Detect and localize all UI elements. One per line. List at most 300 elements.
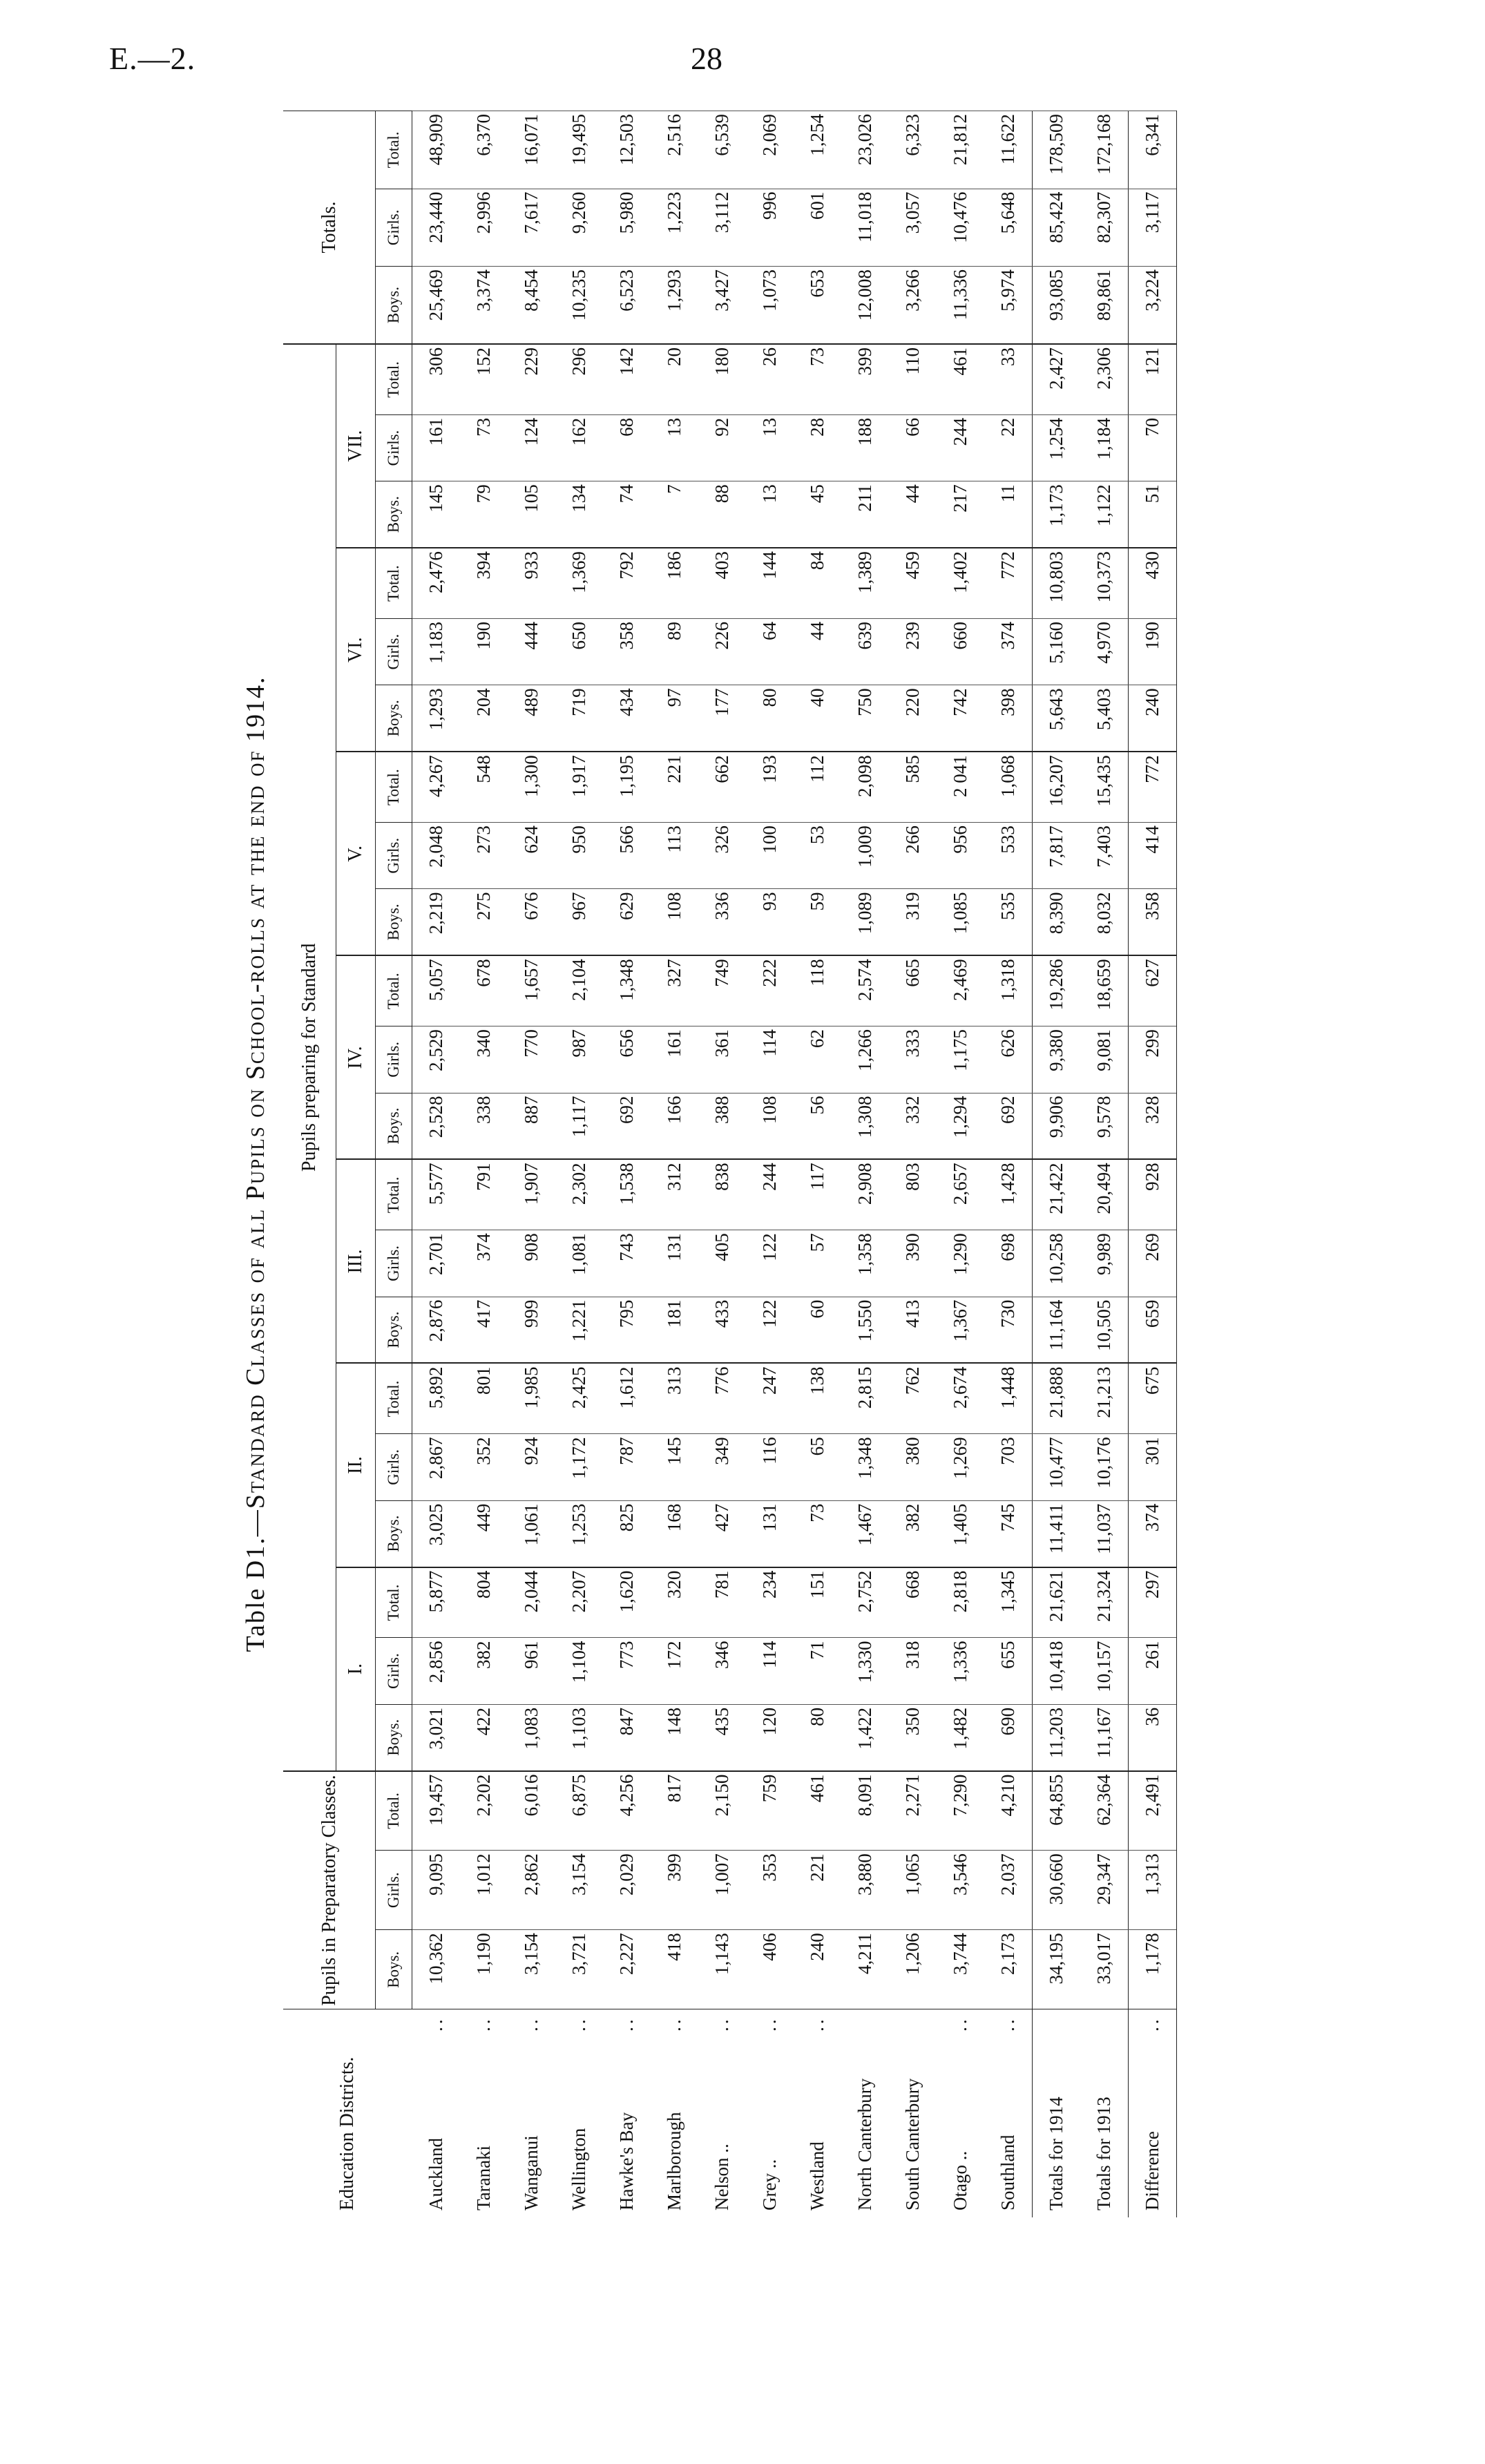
district-name-cell: [460, 2009, 508, 2217]
value-cell: 566: [603, 823, 651, 889]
value-cell: 10,505: [1080, 1297, 1129, 1363]
value-cell: 7,290: [937, 1771, 984, 1851]
value-cell: 650: [555, 618, 603, 685]
value-cell: 1,389: [841, 548, 889, 618]
district-name-cell: [984, 2009, 1033, 2217]
value-cell: 332: [889, 1093, 937, 1159]
value-cell: 8,454: [508, 267, 555, 344]
value-cell: 660: [937, 618, 984, 685]
table-row: [651, 111, 698, 2218]
districts-header: Education Districts.: [283, 2009, 412, 2217]
rotated-table-block: [235, 111, 1236, 2217]
value-cell: 6,323: [889, 111, 937, 189]
value-cell: 743: [603, 1230, 651, 1297]
leader-dots: ..: [807, 2016, 827, 2032]
value-cell: 59: [794, 889, 841, 955]
value-cell: 933: [508, 548, 555, 618]
value-cell: 624: [508, 823, 555, 889]
value-cell: 172: [651, 1638, 698, 1704]
girls-header: Girls.: [376, 1851, 412, 1930]
value-cell: 217: [937, 481, 984, 548]
value-cell: 1,402: [937, 548, 984, 618]
value-cell: 114: [746, 1026, 794, 1093]
value-cell: 93,085: [1033, 267, 1081, 344]
district-name: Grey ..: [759, 2159, 780, 2210]
value-cell: 3,266: [889, 267, 937, 344]
value-cell: 422: [460, 1704, 508, 1770]
value-cell: 1,223: [651, 189, 698, 266]
value-cell: 40: [794, 685, 841, 752]
value-cell: 338: [460, 1093, 508, 1159]
total-header: Total.: [376, 548, 412, 618]
district-name-cell: [794, 2009, 841, 2217]
preparatory-header: Pupils in Preparatory Classes.: [283, 1771, 376, 2009]
value-cell: 211: [841, 481, 889, 548]
value-cell: 459: [889, 548, 937, 618]
value-cell: 18,659: [1080, 955, 1129, 1026]
district-name: Auckland: [425, 2138, 446, 2210]
value-cell: 62,364: [1080, 1771, 1129, 1851]
value-cell: 1,178: [1129, 1930, 1177, 2009]
value-cell: 66: [889, 414, 937, 481]
table-row: [1129, 111, 1177, 2218]
value-cell: 750: [841, 685, 889, 752]
value-cell: 23,026: [841, 111, 889, 189]
value-cell: 240: [1129, 685, 1177, 752]
value-cell: 2,516: [651, 111, 698, 189]
value-cell: 2,752: [841, 1567, 889, 1638]
value-cell: 1,358: [841, 1230, 889, 1297]
value-cell: 240: [794, 1930, 841, 2009]
value-cell: 449: [460, 1500, 508, 1567]
value-cell: 417: [460, 1297, 508, 1363]
value-cell: 374: [1129, 1500, 1177, 1567]
leader-dots: ..: [473, 2016, 494, 2032]
value-cell: 627: [1129, 955, 1177, 1026]
value-cell: 2,207: [555, 1567, 603, 1638]
value-cell: 1,266: [841, 1026, 889, 1093]
value-cell: 678: [460, 955, 508, 1026]
value-cell: 64,855: [1033, 1771, 1081, 1851]
value-cell: 489: [508, 685, 555, 752]
value-cell: 10,803: [1033, 548, 1081, 618]
district-name: Totals for 1913: [1093, 2097, 1114, 2210]
value-cell: 801: [460, 1363, 508, 1433]
value-cell: 1,195: [603, 752, 651, 822]
standard-header: II.: [336, 1363, 376, 1567]
value-cell: 1,422: [841, 1704, 889, 1770]
value-cell: 7,617: [508, 189, 555, 266]
value-cell: 414: [1129, 823, 1177, 889]
value-cell: 3,154: [555, 1851, 603, 1930]
value-cell: 186: [651, 548, 698, 618]
district-name-cell: [841, 2009, 889, 2217]
value-cell: 668: [889, 1567, 937, 1638]
value-cell: 433: [698, 1297, 746, 1363]
value-cell: 162: [555, 414, 603, 481]
value-cell: 73: [794, 1500, 841, 1567]
district-name-cell: [1080, 2009, 1129, 2217]
value-cell: 1,313: [1129, 1851, 1177, 1930]
value-cell: 84: [794, 548, 841, 618]
value-cell: 1,348: [603, 955, 651, 1026]
value-cell: 10,477: [1033, 1434, 1081, 1500]
value-cell: 772: [984, 548, 1033, 618]
value-cell: 6,875: [555, 1771, 603, 1851]
caption-text: Standard Classes of all Pupils on School-rolls at the end of 1914.: [241, 676, 270, 1509]
value-cell: 7,817: [1033, 823, 1081, 889]
value-cell: 13: [746, 414, 794, 481]
value-cell: 399: [841, 344, 889, 414]
district-name: Difference: [1142, 2131, 1162, 2210]
total-header: Total.: [376, 752, 412, 822]
value-cell: 11,018: [841, 189, 889, 266]
value-cell: 3,112: [698, 189, 746, 266]
district-name-cell: [412, 2009, 461, 2217]
boys-header: Boys.: [376, 889, 412, 955]
value-cell: 772: [1129, 752, 1177, 822]
district-name-cell: [508, 2009, 555, 2217]
value-cell: 2,048: [412, 823, 461, 889]
value-cell: 60: [794, 1297, 841, 1363]
value-cell: 89,861: [1080, 267, 1129, 344]
value-cell: 336: [698, 889, 746, 955]
leader-dots: ..: [1142, 2016, 1162, 2032]
district-name: South Canterbury: [902, 2078, 923, 2210]
value-cell: 145: [412, 481, 461, 548]
value-cell: 44: [889, 481, 937, 548]
total-header: Total.: [376, 1567, 412, 1638]
value-cell: 138: [794, 1363, 841, 1433]
leader-dots: ..: [759, 2016, 780, 2032]
value-cell: 11,622: [984, 111, 1033, 189]
value-cell: 142: [603, 344, 651, 414]
standard-header: III.: [336, 1159, 376, 1363]
value-cell: 11,037: [1080, 1500, 1129, 1567]
value-cell: 222: [746, 955, 794, 1026]
table-row: [937, 111, 984, 2218]
value-cell: 266: [889, 823, 937, 889]
value-cell: 1,089: [841, 889, 889, 955]
value-cell: 676: [508, 889, 555, 955]
value-cell: 2 041: [937, 752, 984, 822]
value-cell: 6,341: [1129, 111, 1177, 189]
value-cell: 26: [746, 344, 794, 414]
value-cell: 626: [984, 1026, 1033, 1093]
value-cell: 21,213: [1080, 1363, 1129, 1433]
table-row: [841, 111, 889, 2218]
value-cell: 817: [651, 1771, 698, 1851]
value-cell: 535: [984, 889, 1033, 955]
value-cell: 161: [412, 414, 461, 481]
value-cell: 33: [984, 344, 1033, 414]
value-cell: 247: [746, 1363, 794, 1433]
value-cell: 44: [794, 618, 841, 685]
value-cell: 1,061: [508, 1500, 555, 1567]
value-cell: 1,985: [508, 1363, 555, 1433]
value-cell: 16,207: [1033, 752, 1081, 822]
value-cell: 3,021: [412, 1704, 461, 1770]
value-cell: 358: [603, 618, 651, 685]
value-cell: 3,374: [460, 267, 508, 344]
value-cell: 68: [603, 414, 651, 481]
value-cell: 399: [651, 1851, 698, 1930]
value-cell: 178,509: [1033, 111, 1081, 189]
value-cell: 2,876: [412, 1297, 461, 1363]
value-cell: 781: [698, 1567, 746, 1638]
value-cell: 9,260: [555, 189, 603, 266]
district-name: Otago ..: [950, 2150, 970, 2210]
boys-header: Boys.: [376, 685, 412, 752]
value-cell: 2,044: [508, 1567, 555, 1638]
district-name: Wanganui: [521, 2135, 542, 2210]
girls-header: Girls.: [376, 189, 412, 266]
subheader-row: [376, 111, 412, 2218]
value-cell: 1,012: [460, 1851, 508, 1930]
value-cell: 21,888: [1033, 1363, 1081, 1433]
value-cell: 11,164: [1033, 1297, 1081, 1363]
value-cell: 3,721: [555, 1930, 603, 2009]
value-cell: 2,862: [508, 1851, 555, 1930]
value-cell: 6,370: [460, 111, 508, 189]
value-cell: 825: [603, 1500, 651, 1567]
value-cell: 4,970: [1080, 618, 1129, 685]
standard-header: VI.: [336, 548, 376, 752]
value-cell: 2,674: [937, 1363, 984, 1433]
value-cell: 4,256: [603, 1771, 651, 1851]
district-name-cell: [1129, 2009, 1177, 2217]
total-header: Total.: [376, 111, 412, 189]
value-cell: 662: [698, 752, 746, 822]
value-cell: 320: [651, 1567, 698, 1638]
value-cell: 1,073: [746, 267, 794, 344]
value-cell: 244: [937, 414, 984, 481]
value-cell: 229: [508, 344, 555, 414]
value-cell: 145: [651, 1434, 698, 1500]
value-cell: 655: [984, 1638, 1033, 1704]
value-cell: 7: [651, 481, 698, 548]
girls-header: Girls.: [376, 414, 412, 481]
value-cell: 3,224: [1129, 267, 1177, 344]
value-cell: 45: [794, 481, 841, 548]
value-cell: 11,167: [1080, 1704, 1129, 1770]
value-cell: 1,367: [937, 1297, 984, 1363]
value-cell: 791: [460, 1159, 508, 1230]
value-cell: 226: [698, 618, 746, 685]
value-cell: 692: [984, 1093, 1033, 1159]
value-cell: 2,219: [412, 889, 461, 955]
value-cell: 6,523: [603, 267, 651, 344]
value-cell: 461: [937, 344, 984, 414]
value-cell: 847: [603, 1704, 651, 1770]
standards-header: Pupils preparing for Standard: [283, 344, 336, 1771]
value-cell: 1,104: [555, 1638, 603, 1704]
value-cell: 10,418: [1033, 1638, 1081, 1704]
value-cell: 89: [651, 618, 698, 685]
total-header: Total.: [376, 1363, 412, 1433]
value-cell: 3,154: [508, 1930, 555, 2009]
value-cell: 1,538: [603, 1159, 651, 1230]
value-cell: 2,657: [937, 1159, 984, 1230]
district-name: Wellington: [568, 2128, 589, 2210]
value-cell: 382: [460, 1638, 508, 1704]
value-cell: 398: [984, 685, 1033, 752]
value-cell: 221: [794, 1851, 841, 1930]
value-cell: 1,269: [937, 1434, 984, 1500]
value-cell: 1,318: [984, 955, 1033, 1026]
value-cell: 161: [651, 1026, 698, 1093]
value-cell: 1,300: [508, 752, 555, 822]
value-cell: 2,908: [841, 1159, 889, 1230]
value-cell: 1,254: [794, 111, 841, 189]
value-cell: 7,403: [1080, 823, 1129, 889]
value-cell: 999: [508, 1297, 555, 1363]
value-cell: 1,657: [508, 955, 555, 1026]
value-cell: 11,411: [1033, 1500, 1081, 1567]
value-cell: 4,210: [984, 1771, 1033, 1851]
value-cell: 318: [889, 1638, 937, 1704]
value-cell: 380: [889, 1434, 937, 1500]
value-cell: 152: [460, 344, 508, 414]
value-cell: 180: [698, 344, 746, 414]
value-cell: 234: [746, 1567, 794, 1638]
leader-dots: ..: [425, 2016, 446, 2032]
value-cell: 340: [460, 1026, 508, 1093]
value-cell: 394: [460, 548, 508, 618]
value-cell: 20: [651, 344, 698, 414]
value-cell: 1,620: [603, 1567, 651, 1638]
value-cell: 5,160: [1033, 618, 1081, 685]
value-cell: 2,818: [937, 1567, 984, 1638]
girls-header: Girls.: [376, 1026, 412, 1093]
value-cell: 10,373: [1080, 548, 1129, 618]
value-cell: 6,539: [698, 111, 746, 189]
value-cell: 25,469: [412, 267, 461, 344]
value-cell: 9,095: [412, 1851, 461, 1930]
value-cell: 430: [1129, 548, 1177, 618]
value-cell: 10,476: [937, 189, 984, 266]
value-cell: 349: [698, 1434, 746, 1500]
value-cell: 28: [794, 414, 841, 481]
value-cell: 698: [984, 1230, 1033, 1297]
value-cell: 8,390: [1033, 889, 1081, 955]
value-cell: 1,369: [555, 548, 603, 618]
value-cell: 1,907: [508, 1159, 555, 1230]
value-cell: 3,880: [841, 1851, 889, 1930]
value-cell: 2,996: [460, 189, 508, 266]
value-cell: 435: [698, 1704, 746, 1770]
value-cell: 2,867: [412, 1434, 461, 1500]
value-cell: 1,330: [841, 1638, 889, 1704]
value-cell: 10,362: [412, 1930, 461, 2009]
value-cell: 1,345: [984, 1567, 1033, 1638]
value-cell: 908: [508, 1230, 555, 1297]
value-cell: 3,057: [889, 189, 937, 266]
value-cell: 122: [746, 1297, 794, 1363]
value-cell: 62: [794, 1026, 841, 1093]
value-cell: 10,157: [1080, 1638, 1129, 1704]
district-name-cell: [1033, 2009, 1081, 2217]
value-cell: 116: [746, 1434, 794, 1500]
value-cell: 1,103: [555, 1704, 603, 1770]
value-cell: 16,071: [508, 111, 555, 189]
value-cell: 172,168: [1080, 111, 1129, 189]
value-cell: 13: [746, 481, 794, 548]
boys-header: Boys.: [376, 267, 412, 344]
value-cell: 787: [603, 1434, 651, 1500]
value-cell: 352: [460, 1434, 508, 1500]
value-cell: 388: [698, 1093, 746, 1159]
value-cell: 374: [460, 1230, 508, 1297]
value-cell: 312: [651, 1159, 698, 1230]
value-cell: 10,176: [1080, 1434, 1129, 1500]
value-cell: 1,917: [555, 752, 603, 822]
value-cell: 585: [889, 752, 937, 822]
value-cell: 1,221: [555, 1297, 603, 1363]
value-cell: 5,892: [412, 1363, 461, 1433]
value-cell: 2,271: [889, 1771, 937, 1851]
value-cell: 792: [603, 548, 651, 618]
value-cell: 382: [889, 1500, 937, 1567]
value-cell: 10,235: [555, 267, 603, 344]
page-number: 28: [691, 41, 722, 76]
value-cell: 730: [984, 1297, 1033, 1363]
value-cell: 220: [889, 685, 937, 752]
value-cell: 350: [889, 1704, 937, 1770]
value-cell: 9,906: [1033, 1093, 1081, 1159]
value-cell: 2,528: [412, 1093, 461, 1159]
value-cell: 15,435: [1080, 752, 1129, 822]
value-cell: 1,117: [555, 1093, 603, 1159]
value-cell: 29,347: [1080, 1851, 1129, 1930]
value-cell: 804: [460, 1567, 508, 1638]
value-cell: 1,009: [841, 823, 889, 889]
value-cell: 33,017: [1080, 1930, 1129, 2009]
value-cell: 1,065: [889, 1851, 937, 1930]
value-cell: 2,427: [1033, 344, 1081, 414]
value-cell: 1,175: [937, 1026, 984, 1093]
caption-prefix: Table D1.—: [241, 1509, 270, 1652]
value-cell: 639: [841, 618, 889, 685]
value-cell: 8,032: [1080, 889, 1129, 955]
value-cell: 690: [984, 1704, 1033, 1770]
value-cell: 117: [794, 1159, 841, 1230]
value-cell: 21,621: [1033, 1567, 1081, 1638]
value-cell: 190: [460, 618, 508, 685]
value-cell: 659: [1129, 1297, 1177, 1363]
value-cell: 21,324: [1080, 1567, 1129, 1638]
leader-dots: ..: [521, 2016, 542, 2032]
table-row: [698, 111, 746, 2218]
value-cell: 928: [1129, 1159, 1177, 1230]
value-cell: 34,195: [1033, 1930, 1081, 2009]
value-cell: 656: [603, 1026, 651, 1093]
value-cell: 956: [937, 823, 984, 889]
value-cell: 80: [746, 685, 794, 752]
value-cell: 692: [603, 1093, 651, 1159]
value-cell: 112: [794, 752, 841, 822]
value-cell: 177: [698, 685, 746, 752]
value-cell: 1,143: [698, 1930, 746, 2009]
value-cell: 114: [746, 1638, 794, 1704]
value-cell: 19,286: [1033, 955, 1081, 1026]
value-cell: 1,085: [937, 889, 984, 955]
value-cell: 73: [460, 414, 508, 481]
value-cell: 190: [1129, 618, 1177, 685]
boys-header: Boys.: [376, 1500, 412, 1567]
value-cell: 296: [555, 344, 603, 414]
value-cell: 745: [984, 1500, 1033, 1567]
